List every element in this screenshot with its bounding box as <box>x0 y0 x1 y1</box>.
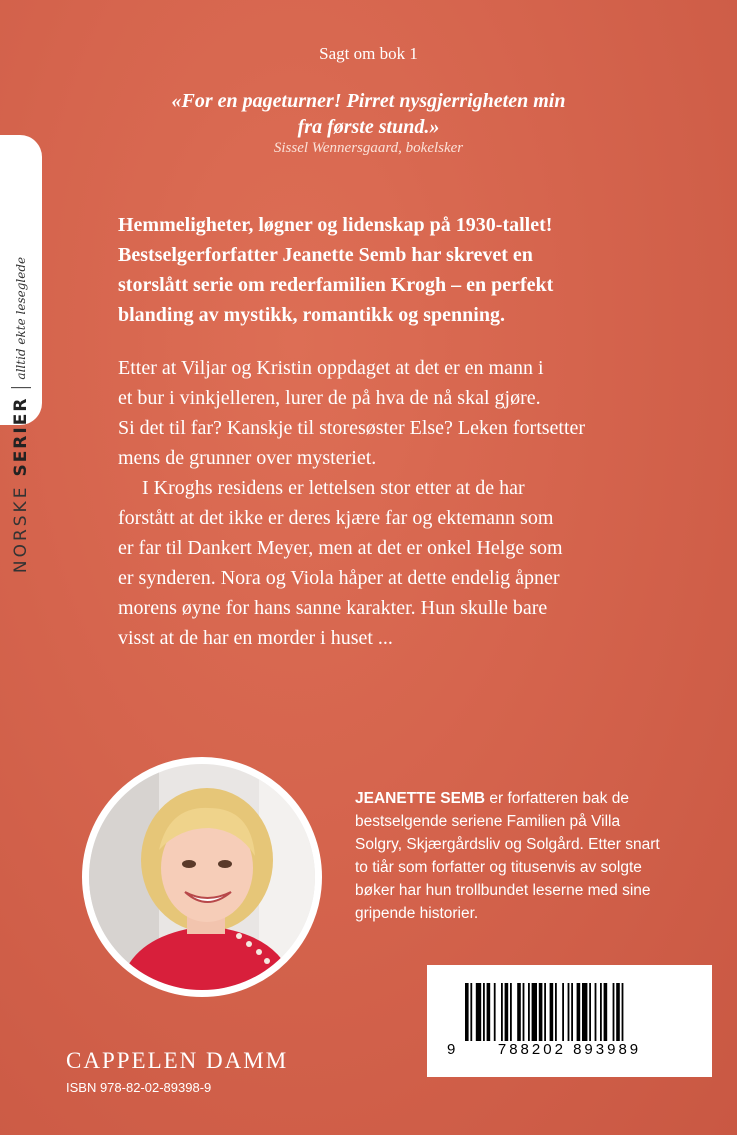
intro-line: blanding av mystikk, romantikk og spenning. <box>118 304 505 326</box>
synopsis-line: er far til Dankert Meyer, men at det er onkel Helge som <box>118 537 563 559</box>
series-brand-text <box>11 257 31 573</box>
synopsis-line: er synderen. Nora og Viola håper at dette endelig åpner <box>118 567 560 589</box>
review-quote-line: fra første stund.» <box>297 116 440 138</box>
synopsis-line: Si det til far? Kanskje til storesøster Else? Leken fortsetter <box>118 417 586 439</box>
barcode-digits: 788202 893989 <box>497 1041 642 1058</box>
synopsis-line: I Kroghs residens er lettelsen stor etter at de har <box>142 477 525 499</box>
author-bio-line: bestselgende seriene Familien på Villa <box>355 813 621 830</box>
series-brand-tab <box>0 135 42 574</box>
author-bio-line: bøker har hun trollbundet leserne med sine <box>355 882 651 899</box>
author-photo <box>82 757 322 997</box>
author-bio-line: to tiår som forfatter og titusenvis av solgte <box>355 859 642 876</box>
intro-line: storslått serie om rederfamilien Krogh – en perfekt <box>118 274 554 296</box>
intro-paragraph <box>118 210 678 330</box>
synopsis-line: Etter at Viljar og Kristin oppdaget at det er en mann i <box>118 357 544 379</box>
review-quote <box>0 88 737 140</box>
author-bio-line <box>355 787 705 810</box>
synopsis-line: mens de grunner over mysteriet. <box>118 447 377 469</box>
review-quote-line: «For en pageturner! Pirret nysgjerrigheten min <box>171 90 566 112</box>
barcode-first-digit: 9 <box>447 1041 456 1058</box>
synopsis-line: visst at de har en morder i huset ... <box>118 627 393 649</box>
barcode <box>427 965 712 1077</box>
intro-line: Bestselgerforfatter Jeanette Semb har skrevet en <box>118 244 533 266</box>
publisher-logo: CAPPELEN DAMM <box>66 1048 289 1073</box>
isbn: ISBN 978-82-02-89398-9 <box>66 1080 212 1095</box>
series-brand-norske: NORSKE <box>11 484 31 574</box>
synopsis-line: et bur i vinkjelleren, lurer de på hva de nå skal gjøre. <box>118 387 541 409</box>
synopsis-line: morens øyne for hans sanne karakter. Hun skulle bare <box>118 597 548 619</box>
author-bio-line: gripende historier. <box>355 905 479 922</box>
review-heading: Sagt om bok 1 <box>319 44 418 63</box>
author-bio-line: Solgry, Skjærgårdsliv og Solgård. Etter snart <box>355 836 660 853</box>
barcode-bars <box>465 983 675 1041</box>
author-bio <box>355 787 705 925</box>
synopsis <box>118 353 698 653</box>
series-brand-serier: SERIER <box>11 396 31 477</box>
author-name: JEANETTE SEMB <box>355 790 486 807</box>
author-bio-line-text: er forfatteren bak de <box>485 790 629 807</box>
intro-line: Hemmeligheter, løgner og lidenskap på 1930-tallet! <box>118 214 553 236</box>
series-brand-divider <box>11 388 31 389</box>
series-tagline: alltid ekte leseglede <box>14 256 28 380</box>
synopsis-line: forstått at det ikke er deres kjære far og ektemann som <box>118 507 554 529</box>
review-source: Sissel Wennersgaard, bokelsker <box>273 140 464 156</box>
